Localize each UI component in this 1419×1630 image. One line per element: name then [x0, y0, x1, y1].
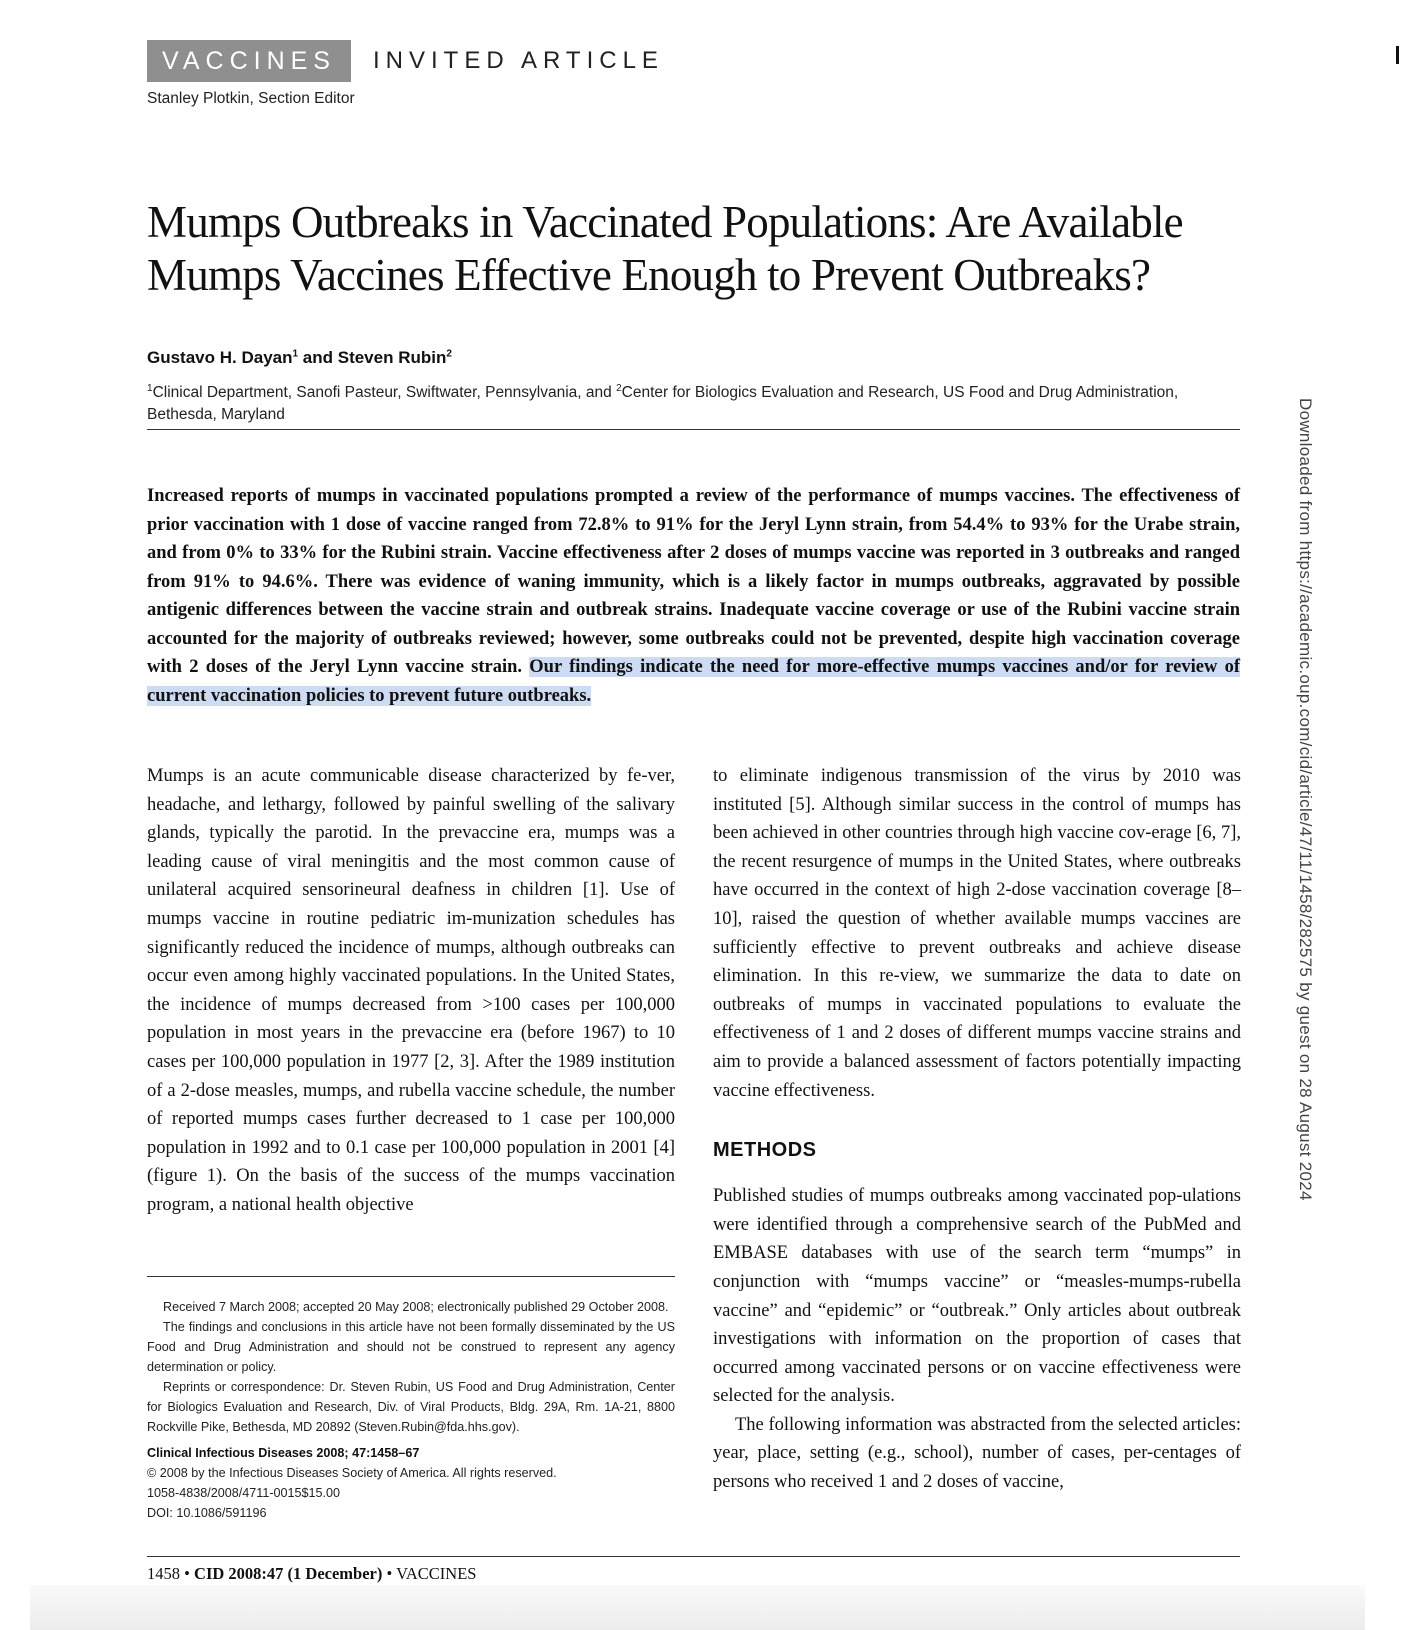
section-label-box: VACCINES	[147, 40, 351, 82]
header-divider	[147, 429, 1240, 430]
footnote-doi: DOI: 10.1086/591196	[147, 1506, 267, 1520]
page-number: 1458	[147, 1564, 180, 1583]
page-footer	[147, 1562, 476, 1586]
author-2-affil-mark: 2	[446, 348, 452, 360]
download-watermark: Downloaded from https://academic.oup.com/cid/article/47/11/1458/282575 by guest on 28 August 2024	[1296, 398, 1315, 1201]
intro-paragraph: Mumps is an acute communicable disease characterized by fe-ver, headache, and lethargy, followed by painful swelling of the salivary glands, typically the parotid. In the prevaccine era, mumps was a leading cause of viral meningitis and the most common cause of unilateral acquired sensorineural deafness in children [1]. Use of mumps vaccine in routine pediatric im-munization schedules has significantly reduced the incidence of mumps, although outbreaks can occur even among highly vaccinated populations. In the United States, the incidence of mumps decreased from >100 cases per 100,000 population in most years in the prevaccine era (before 1967) to 10 cases per 100,000 population in 1977 [2, 3]. After the 1989 institution of a 2-dose measles, mumps, and rubella vaccine schedule, the number of reported mumps cases further decreased to 1 case per 100,000 population in 1992 and to 0.1 case per 100,000 population in 2001 [4] (figure 1). On the basis of the success of the mumps vaccination program, a national health objective	[147, 766, 675, 1215]
methods-paragraph-2: The following information was abstracted from the selected articles: year, place, setting (e.g., school), number of cases, per-centages of persons who received 1 and 2 doses of vaccine,	[713, 1414, 1241, 1493]
affil-mark-2: 2	[616, 383, 622, 394]
footer-section: VACCINES	[396, 1564, 477, 1583]
footnote-reprints: Reprints or correspondence: Dr. Steven Rubin, US Food and Drug Administration, Center for Biologics Evaluation and Research, Div. of Viral Products, Bldg. 29A, Rm. 1A-21, 8800 Rockville Pike, Bethesda, MD 20892 (Steven.Rubin@fda.hhs.gov).	[147, 1380, 675, 1434]
author-1: Gustavo H. Dayan	[147, 348, 293, 367]
article-type-label: INVITED ARTICLE	[373, 47, 664, 74]
methods-paragraph-1: Published studies of mumps outbreaks among vaccinated pop-ulations were identified through a comprehensive search of the PubMed and EMBASE databases with use of the search term “mumps” in conjunction with “mumps vaccine” or “measles-mumps-rubella vaccine” and “epidemic” or “outbreak.” Only articles about outbreak investigations with information on the proportion of cases that occurred among vaccinated persons or on vaccine effectiveness were selected for the analysis.	[713, 1186, 1241, 1407]
affil-mark-1: 1	[147, 383, 153, 394]
section-editor: Stanley Plotkin, Section Editor	[147, 90, 355, 107]
abstract-text: Increased reports of mumps in vaccinated populations prompted a review of the performance of mumps vaccines. The effectiveness of prior vaccination with 1 dose of vaccine ranged from 72.8% to 91% for the Jeryl Lynn strain, from 54.4% to 93% for the Urabe strain, and from 0% to 33% for the Rubini strain. Vaccine effectiveness after 2 doses of mumps vaccine was reported in 3 outbreaks and ranged from 91% to 94.6%. There was evidence of waning immunity, which is a likely factor in mumps outbreaks, aggravated by possible antigenic differences between the vaccine strain and outbreak strains. Inadequate vaccine coverage or use of the Rubini vaccine strain accounted for the majority of outbreaks reviewed; however, some outbreaks could not be prevented, despite high vaccination coverage with 2 doses of the Jeryl Lynn vaccine strain.	[147, 486, 1240, 677]
body-column-left	[147, 762, 675, 1220]
author-list	[147, 348, 452, 368]
footnote-divider	[147, 1276, 675, 1277]
intro-paragraph-continued: to eliminate indigenous transmission of the virus by 2010 was instituted [5]. Although similar success in the control of mumps has been achieved in other countries through high vaccine cov-erage [6, 7], the recent resurgence of mumps in the United States, where outbreaks have occurred in the context of high 2-dose vaccination coverage [8–10], raised the question of whether available mumps vaccines are sufficiently effective to prevent outbreaks and achieve disease elimination. In this re-view, we summarize the data to date on outbreaks of mumps in vaccinated populations to evaluate the effectiveness of 1 and 2 doses of different mumps vaccine strains and aim to provide a balanced assessment of factors potentially impacting vaccine effectiveness.	[713, 766, 1241, 1101]
footer-separator: •	[180, 1564, 195, 1583]
footnote-disclaimer: The findings and conclusions in this article have not been formally disseminated by the US Food and Drug Administration and should not be construed to represent any agency determination or policy.	[147, 1320, 675, 1374]
affiliation-2: Center for Biologics Evaluation and Research, US Food and Drug Administration, Bethesda, Maryland	[147, 384, 1179, 424]
title-line-1: Mumps Outbreaks in Vaccinated Populations: Are Available	[147, 197, 1183, 247]
footer-separator: •	[382, 1564, 397, 1583]
body-column-right	[713, 762, 1241, 1497]
author-1-affil-mark: 1	[292, 348, 299, 360]
footnotes	[147, 1297, 675, 1523]
affiliations	[147, 378, 1249, 426]
footnote-copyright: © 2008 by the Infectious Diseases Society of America. All rights reserved.	[147, 1466, 557, 1480]
title-line-2: Mumps Vaccines Effective Enough to Prevent Outbreaks?	[147, 250, 1151, 300]
article-title	[147, 196, 1257, 302]
footer-journal: CID 2008:47 (1 December)	[194, 1564, 383, 1583]
page-footer-divider	[147, 1556, 1240, 1557]
author-2: and Steven Rubin	[298, 348, 447, 367]
text-cursor-mark	[1396, 46, 1399, 64]
abstract-selected-text[interactable]: Our findings indicate the need for more-effective mumps vaccines and/or for review of current vaccination policies to prevent future outbreaks.	[147, 657, 1240, 706]
viewer-bottom-bar	[30, 1585, 1365, 1630]
footnote-issn: 1058-4838/2008/4711-0015$15.00	[147, 1486, 341, 1500]
abstract	[147, 482, 1240, 710]
footnote-received: Received 7 March 2008; accepted 20 May 2008; electronically published 29 October 2008.	[163, 1300, 669, 1314]
methods-heading: METHODS	[713, 1139, 817, 1162]
affiliation-1: Clinical Department, Sanofi Pasteur, Swiftwater, Pennsylvania, and	[152, 384, 617, 402]
footnote-journal-citation: Clinical Infectious Diseases 2008; 47:1458–67	[147, 1446, 420, 1460]
